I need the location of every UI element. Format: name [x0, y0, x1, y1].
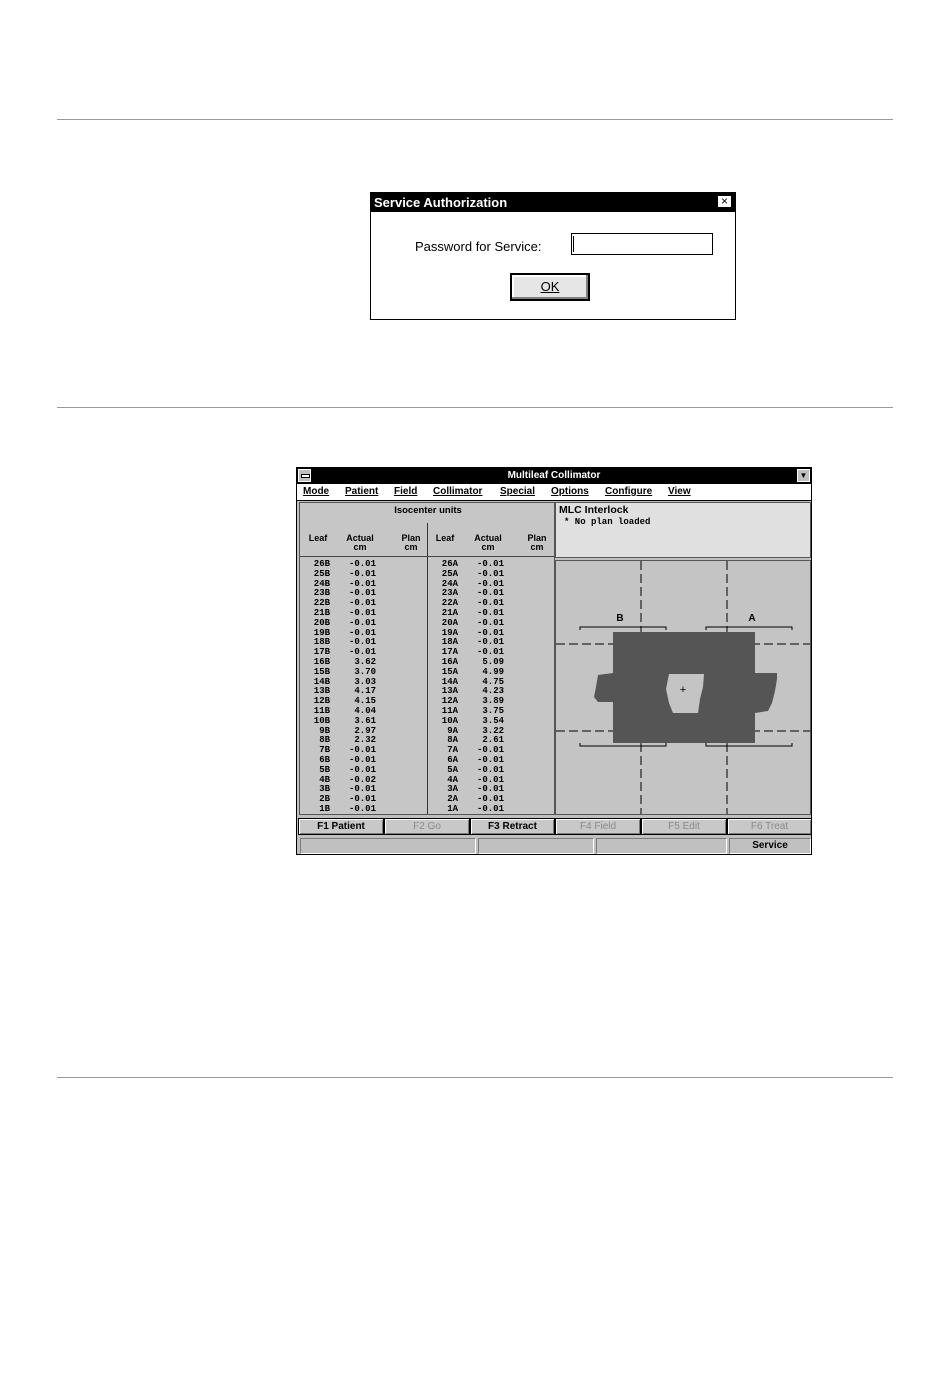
leaf-actual-value: -0.01 — [348, 607, 376, 618]
divider-top — [57, 119, 893, 120]
leaf-id: 6A — [447, 754, 458, 765]
leaf-id: 21B — [313, 607, 330, 618]
leaf-id: 10B — [313, 715, 330, 726]
leaf-actual-value: -0.01 — [476, 578, 504, 589]
leaf-id: 22B — [313, 598, 330, 609]
interlock-heading: MLC Interlock — [559, 504, 629, 516]
leaf-actual-value: -0.01 — [348, 647, 376, 658]
leaf-actual-value: -0.01 — [348, 588, 376, 599]
leaf-actual-value: -0.01 — [476, 617, 504, 628]
leaf-actual-value: 4.23 — [482, 686, 504, 697]
leaf-actual-value: 4.99 — [482, 666, 504, 677]
service-authorization-dialog — [370, 192, 736, 320]
leaf-id: 8B — [319, 735, 330, 746]
leaf-actual-value: 4.04 — [354, 705, 376, 716]
leaf-actual-value: -0.01 — [348, 764, 376, 775]
leaf-actual-value: -0.01 — [476, 607, 504, 618]
leaf-actual-value: -0.01 — [348, 794, 376, 805]
leaf-id: 23A — [441, 588, 458, 599]
f3-retract-button[interactable]: F3 Retract — [470, 818, 555, 835]
leaf-actual-value: 3.54 — [482, 715, 504, 726]
password-label: Password for Service: — [415, 239, 542, 254]
leaf-actual-value: 4.75 — [482, 676, 504, 687]
leaf-id: 5A — [447, 764, 458, 775]
leaf-id: 18B — [313, 637, 330, 648]
leaf-id: 1B — [319, 803, 330, 814]
leaf-actual-value: -0.01 — [476, 598, 504, 609]
window-title-bar — [297, 468, 811, 484]
leaf-actual-value: -0.01 — [476, 588, 504, 599]
col-actual-a: Actual — [474, 533, 502, 543]
leaf-id: 9A — [447, 725, 458, 736]
table-caption: Isocenter units — [394, 505, 462, 516]
leaf-id: 8A — [447, 735, 458, 746]
leaf-id: 16A — [441, 656, 458, 667]
col-actual-b: Actual — [346, 533, 374, 543]
leaf-id: 4B — [319, 774, 330, 785]
leaf-id: 26A — [441, 559, 458, 569]
divider-middle — [57, 407, 893, 408]
leaf-id: 14B — [313, 676, 330, 687]
col-plan-b: Plan — [401, 533, 421, 543]
dialog-title-bar — [371, 193, 735, 212]
ok-button-label: OK — [540, 279, 560, 294]
leaf-actual-value: 3.61 — [354, 715, 376, 726]
col-leaf-b: Leaf — [308, 533, 328, 543]
status-bar — [298, 838, 812, 854]
leaf-actual-value: -0.01 — [348, 627, 376, 638]
table-row — [300, 805, 427, 815]
leaf-id: 13A — [441, 686, 458, 697]
leaf-actual-value: 2.32 — [354, 735, 376, 746]
menu-field[interactable]: Field — [394, 486, 418, 497]
minimize-icon[interactable]: ▼ — [797, 469, 810, 482]
leaf-actual-value: -0.01 — [476, 754, 504, 765]
bank-b-label: B — [616, 613, 624, 624]
leaf-actual-value: -0.01 — [348, 803, 376, 814]
function-key-bar — [298, 818, 812, 835]
menu-configure[interactable]: Configure — [605, 486, 653, 497]
leaf-id: 26B — [313, 559, 330, 569]
mlc-window — [296, 467, 812, 855]
leaf-actual-value: 3.89 — [482, 696, 504, 707]
leaf-actual-value: -0.01 — [348, 598, 376, 609]
leaf-id: 5B — [319, 764, 330, 775]
leaf-actual-value: -0.01 — [348, 559, 376, 569]
status-cell-2 — [478, 838, 594, 854]
isocenter-crosshair: + — [679, 684, 687, 696]
leaf-id: 20A — [441, 617, 458, 628]
field-diagram-canvas — [556, 561, 810, 814]
f1-patient-button[interactable]: F1 Patient — [298, 818, 384, 835]
menu-bar — [297, 484, 811, 501]
leaf-actual-value: -0.01 — [476, 637, 504, 648]
col-plan-unit-a: cm — [530, 542, 544, 552]
leaf-actual-value: -0.01 — [476, 647, 504, 658]
leaf-actual-value: 5.09 — [482, 656, 504, 667]
leaf-actual-value: -0.01 — [348, 617, 376, 628]
leaf-id: 14A — [441, 676, 458, 687]
leaf-actual-value: -0.01 — [476, 764, 504, 775]
leaf-id: 1A — [447, 803, 458, 814]
leaf-actual-value: 4.15 — [354, 696, 376, 707]
leaf-id: 24B — [313, 578, 330, 589]
menu-view[interactable]: View — [668, 486, 691, 497]
header-separator — [300, 556, 554, 557]
menu-special[interactable]: Special — [500, 486, 536, 497]
leaf-actual-value: -0.01 — [348, 784, 376, 795]
leaf-actual-value: 3.75 — [482, 705, 504, 716]
bank-a-label: A — [748, 613, 756, 624]
field-diagram — [555, 560, 811, 815]
col-actual-unit-b: cm — [353, 542, 367, 552]
leaf-id: 20B — [313, 617, 330, 628]
leaf-actual-value: 3.22 — [482, 725, 504, 736]
leaf-actual-value: 3.70 — [354, 666, 376, 677]
leaf-id: 4A — [447, 774, 458, 785]
leaf-actual-value: -0.01 — [476, 745, 504, 756]
leaf-list-b — [300, 560, 427, 815]
leaf-actual-value: 2.97 — [354, 725, 376, 736]
leaf-actual-value: -0.01 — [348, 568, 376, 579]
leaf-id: 3A — [447, 784, 458, 795]
f4-field-button[interactable]: F4 Field — [555, 818, 641, 835]
interlock-panel — [555, 502, 811, 558]
dialog-title: Service Authorization — [374, 195, 508, 210]
status-cell-3 — [596, 838, 727, 854]
bank-b-bracket-bottom — [580, 743, 666, 746]
leaf-actual-value: -0.01 — [348, 754, 376, 765]
status-cell-1 — [300, 838, 476, 854]
divider-bottom — [57, 1077, 893, 1078]
leaf-actual-value: -0.01 — [476, 568, 504, 579]
leaf-id: 15A — [441, 666, 458, 677]
leaf-actual-value: -0.01 — [476, 794, 504, 805]
f2-go-button[interactable]: F2 Go — [384, 818, 470, 835]
leaf-id: 25A — [441, 568, 458, 579]
leaf-id: 23B — [313, 588, 330, 599]
leaf-id: 2B — [319, 794, 330, 805]
col-plan-unit-b: cm — [404, 542, 418, 552]
leaf-id: 3B — [319, 784, 330, 795]
interlock-message: * No plan loaded — [564, 517, 651, 527]
leaf-id: 16B — [313, 656, 330, 667]
leaf-id: 13B — [313, 686, 330, 697]
leaf-id: 12A — [441, 696, 458, 707]
leaf-id: 15B — [313, 666, 330, 677]
leaf-id: 21A — [441, 607, 458, 618]
leaf-id: 17A — [441, 647, 458, 658]
col-actual-unit-a: cm — [481, 542, 495, 552]
menu-patient[interactable]: Patient — [345, 486, 379, 497]
leaf-actual-value: -0.01 — [348, 578, 376, 589]
leaf-id: 18A — [441, 637, 458, 648]
window-title: Multileaf Collimator — [507, 470, 601, 481]
leaf-actual-value: -0.02 — [348, 774, 376, 785]
f6-treat-button[interactable]: F6 Treat — [727, 818, 812, 835]
bank-b-bracket-top — [580, 627, 666, 630]
status-mode: Service — [729, 838, 811, 854]
leaf-id: 25B — [313, 568, 330, 579]
system-menu-icon[interactable] — [298, 469, 311, 482]
leaf-id: 11B — [313, 705, 330, 716]
leaf-actual-value: 3.62 — [354, 656, 376, 667]
leaf-id: 7B — [319, 745, 330, 756]
leaf-actual-value: -0.01 — [476, 559, 504, 569]
close-icon[interactable]: × — [717, 195, 732, 208]
leaf-actual-value: -0.01 — [476, 774, 504, 785]
col-plan-a: Plan — [527, 533, 547, 543]
menu-mode[interactable]: Mode — [303, 486, 330, 497]
leaf-actual-value: -0.01 — [476, 803, 504, 814]
leaf-id: 2A — [447, 794, 458, 805]
leaf-id: 22A — [441, 598, 458, 609]
text-cursor — [573, 236, 574, 252]
leaf-id: 19B — [313, 627, 330, 638]
ok-button[interactable] — [510, 273, 590, 301]
leaf-id: 6B — [319, 754, 330, 765]
leaf-actual-value: 4.17 — [354, 686, 376, 697]
leaf-actual-value: -0.01 — [348, 745, 376, 756]
leaf-actual-value: -0.01 — [476, 784, 504, 795]
leaf-actual-value: -0.01 — [476, 627, 504, 638]
leaf-list-a — [428, 560, 555, 815]
table-row — [428, 805, 555, 815]
f5-edit-button[interactable]: F5 Edit — [641, 818, 727, 835]
leaf-actual-value: -0.01 — [348, 637, 376, 648]
leaf-actual-value: 2.61 — [482, 735, 504, 746]
leaf-position-table — [299, 502, 555, 815]
leaf-id: 17B — [313, 647, 330, 658]
leaf-id: 11A — [441, 705, 458, 716]
col-leaf-a: Leaf — [435, 533, 455, 543]
password-field[interactable] — [571, 233, 713, 255]
leaf-id: 7A — [447, 745, 458, 756]
leaf-id: 12B — [313, 696, 330, 707]
leaf-id: 10A — [441, 715, 458, 726]
menu-collimator[interactable]: Collimator — [433, 486, 483, 497]
leaf-id: 24A — [441, 578, 458, 589]
bank-a-bracket-top — [706, 627, 792, 630]
leaf-actual-value: 3.03 — [354, 676, 376, 687]
leaf-id: 9B — [319, 725, 330, 736]
menu-options[interactable]: Options — [551, 486, 589, 497]
leaf-id: 19A — [441, 627, 458, 638]
bank-a-bracket-bottom — [706, 743, 792, 746]
